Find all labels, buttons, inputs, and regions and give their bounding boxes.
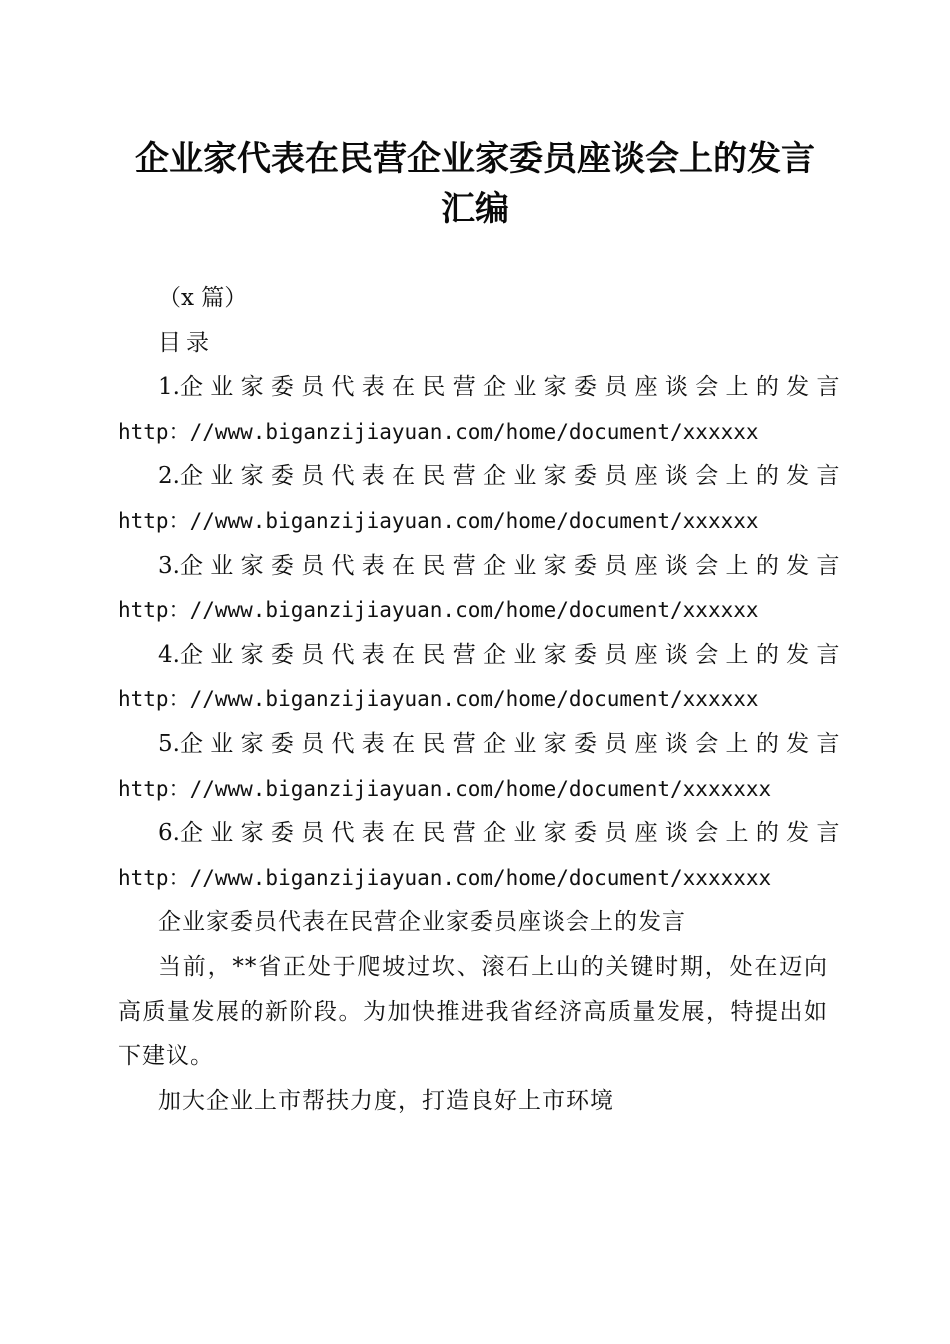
toc-entry: 3.企 业 家 委 员 代 表 在 民 营 企 业 家 委 员 座 谈 会 上 的 发 言 bbox=[158, 552, 840, 579]
toc-link[interactable]: http：//www.biganzijiayuan.com/home/document/xxxxxx bbox=[118, 687, 759, 712]
toc-heading: 目录 bbox=[158, 329, 214, 356]
count-note: （x 篇） bbox=[158, 285, 248, 311]
document-title bbox=[100, 134, 850, 234]
toc-entry: 4.企 业 家 委 员 代 表 在 民 营 企 业 家 委 员 座 谈 会 上 的 发 言 bbox=[158, 641, 840, 668]
subheading: 加大企业上市帮扶力度，打造良好上市环境 bbox=[158, 1087, 614, 1114]
body-paragraph: 当前，**省正处于爬坡过坎、滚石上山的关键时期，处在迈向高质量发展的新阶段。为加快推进我省经济高质量发展，特提出如下建议。 bbox=[118, 953, 828, 1070]
toc-entry: 5.企 业 家 委 员 代 表 在 民 营 企 业 家 委 员 座 谈 会 上 的 发 言 bbox=[158, 730, 840, 757]
title-line-2: 汇编 bbox=[441, 189, 509, 229]
toc-entry: 1.企 业 家 委 员 代 表 在 民 营 企 业 家 委 员 座 谈 会 上 的 发 言 bbox=[158, 374, 840, 401]
toc-link[interactable]: http：//www.biganzijiayuan.com/home/document/xxxxxx bbox=[118, 508, 759, 533]
document-body bbox=[118, 276, 840, 1123]
toc-link[interactable]: http：//www.biganzijiayuan.com/home/document/xxxxxx bbox=[118, 419, 759, 444]
toc-entry: 2.企 业 家 委 员 代 表 在 民 营 企 业 家 委 员 座 谈 会 上 的 发 言 bbox=[158, 463, 840, 490]
toc-link[interactable]: http：//www.biganzijiayuan.com/home/document/xxxxxxx bbox=[118, 865, 772, 890]
toc-link[interactable]: http：//www.biganzijiayuan.com/home/document/xxxxxxx bbox=[118, 776, 772, 801]
toc-entry: 6.企 业 家 委 员 代 表 在 民 营 企 业 家 委 员 座 谈 会 上 的 发 言 bbox=[158, 820, 840, 847]
section-title: 企业家委员代表在民营企业家委员座谈会上的发言 bbox=[158, 909, 686, 936]
title-line-1: 企业家代表在民营企业家委员座谈会上的发言 bbox=[135, 139, 815, 179]
toc-link[interactable]: http：//www.biganzijiayuan.com/home/document/xxxxxx bbox=[118, 598, 759, 623]
